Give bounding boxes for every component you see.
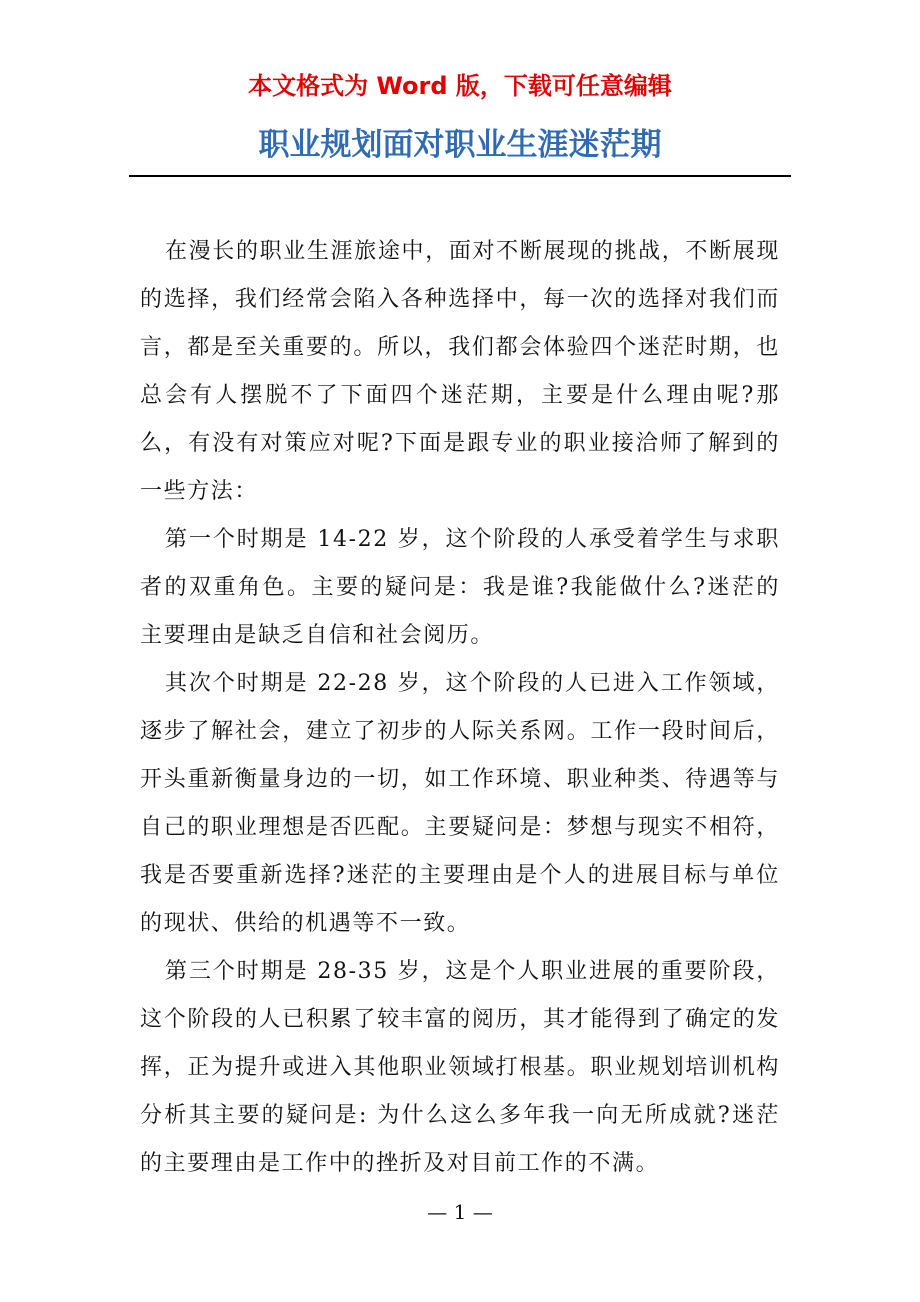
paragraph-intro: 在漫长的职业生涯旅途中，面对不断展现的挑战，不断展现的选择，我们经常会陷入各种选择中，每一次的选择对我们而言，都是至关重要的。所以，我们都会体验四个迷茫时期，也总会有人摆脱不了下面四个迷茫期，主要是什么理由呢?那么，有没有对策应对呢?下面是跟专业的职业接洽师了解到的一些方法： [140, 239, 780, 504]
editable-format-banner: 本文格式为 Word 版，下载可任意编辑 [248, 72, 672, 100]
paragraph-period-two: 其次个时期是 22-28 岁，这个阶段的人已进入工作领域，逐步了解社会，建立了初步的人际关系网。工作一段时间后，开头重新衡量身边的一切，如工作环境、职业种类、待遇等与自己的职业理想是否匹配。主要疑问是：梦想与现实不相符，我是否要重新选择?迷茫的主要理由是个人的进展目标与单位的现状、供给的机遇等不一致。 [140, 671, 780, 936]
paragraph-period-one: 第一个时期是 14-22 岁，这个阶段的人承受着学生与求职者的双重角色。主要的疑问是：我是谁?我能做什么?迷茫的主要理由是缺乏自信和社会阅历。 [140, 527, 780, 648]
title-divider [129, 175, 791, 177]
page-number: — 1 — [427, 1200, 493, 1224]
paragraph-period-three: 第三个时期是 28-35 岁，这是个人职业进展的重要阶段，这个阶段的人已积累了较丰富的阅历，其才能得到了确定的发挥，正为提升或进入其他职业领域打根基。职业规划培训机构分析其主要的疑问是: 为什么这么多年我一向无所成就?迷茫的主要理由是工作中的挫折及对目前工作的不满。 [140, 959, 780, 1176]
document-title: 职业规划面对职业生涯迷茫期 [258, 127, 662, 163]
document-body [140, 228, 780, 1188]
